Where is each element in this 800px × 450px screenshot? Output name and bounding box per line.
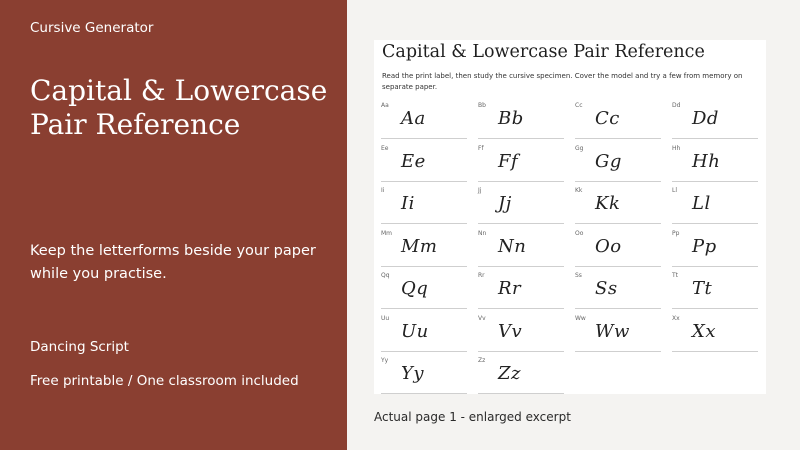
baseline-rule <box>478 223 564 224</box>
baseline-rule <box>672 266 758 267</box>
baseline-rule <box>575 351 661 352</box>
baseline-rule <box>381 266 467 267</box>
letter-pair-z <box>478 355 564 394</box>
cursive-specimen: Oo <box>595 235 622 257</box>
cursive-specimen: Mm <box>401 235 438 257</box>
cursive-specimen: Ll <box>692 193 711 214</box>
print-label: Gg <box>575 144 584 152</box>
baseline-rule <box>478 393 564 394</box>
license-text: Free printable / One classroom included <box>30 373 299 389</box>
cursive-specimen: Ff <box>498 150 519 172</box>
print-label: Yy <box>381 357 389 364</box>
cursive-specimen: Rr <box>498 278 522 299</box>
brand-name: Cursive Generator <box>30 20 154 36</box>
print-label: Ll <box>672 187 678 194</box>
baseline-rule <box>575 223 661 224</box>
print-label: Ff <box>478 144 484 152</box>
print-label: Rr <box>478 272 485 279</box>
letter-pair-w <box>575 313 661 355</box>
baseline-rule <box>381 223 467 224</box>
print-label: Dd <box>672 102 681 109</box>
letter-pair-t <box>672 270 758 312</box>
cursive-specimen: Tt <box>692 278 713 299</box>
letter-pair-x <box>672 313 758 355</box>
baseline-rule <box>575 308 661 309</box>
letter-pair-v <box>478 313 564 355</box>
print-label: Ee <box>381 144 389 152</box>
letter-pair-a <box>381 100 467 142</box>
baseline-rule <box>672 351 758 352</box>
page-title: Capital & Lowercase Pair Reference <box>30 74 328 141</box>
baseline-rule <box>672 138 758 139</box>
print-label: Mm <box>381 229 393 237</box>
worksheet-instructions: Read the print label, then study the cursive specimen. Cover the model and try a few from memory on separate paper. <box>382 72 743 91</box>
worksheet-preview <box>374 40 766 394</box>
letter-pair-q <box>381 270 467 312</box>
print-label: Qq <box>381 272 390 279</box>
letter-pair-d <box>672 100 758 142</box>
baseline-rule <box>381 351 467 352</box>
baseline-rule <box>575 138 661 139</box>
cursive-specimen: Yy <box>401 363 425 384</box>
baseline-rule <box>672 223 758 224</box>
cursive-specimen: Bb <box>498 108 524 129</box>
letter-pair-j <box>478 185 564 227</box>
baseline-rule <box>672 308 758 309</box>
print-label: Tt <box>672 272 679 279</box>
print-label: Jj <box>478 187 482 194</box>
cursive-specimen: Ss <box>595 278 618 299</box>
cursive-specimen: Qq <box>401 278 429 299</box>
baseline-rule <box>478 308 564 309</box>
letter-pair-n <box>478 228 564 270</box>
print-label: Xx <box>672 314 680 322</box>
print-label: Kk <box>575 187 583 194</box>
cursive-specimen: Nn <box>498 235 527 257</box>
cursive-specimen: Xx <box>692 320 716 342</box>
letter-pair-k <box>575 185 661 227</box>
print-label: Vv <box>478 314 486 322</box>
print-label: Ww <box>575 314 586 322</box>
baseline-rule <box>478 351 564 352</box>
print-label: Hh <box>672 144 681 152</box>
letter-pair-m <box>381 228 467 270</box>
cursive-specimen: Ww <box>595 320 630 342</box>
letter-pair-h <box>672 143 758 185</box>
baseline-rule <box>381 393 467 394</box>
letter-pair-g <box>575 143 661 185</box>
baseline-rule <box>381 181 467 182</box>
print-label: Aa <box>381 102 389 109</box>
letter-pair-p <box>672 228 758 270</box>
letter-pair-i <box>381 185 467 227</box>
cursive-specimen: Cc <box>595 108 620 129</box>
print-label: Uu <box>381 314 390 322</box>
print-label: Ii <box>381 187 385 194</box>
print-label: Cc <box>575 102 583 109</box>
cursive-specimen: Aa <box>401 108 426 129</box>
print-label: Ss <box>575 272 582 279</box>
baseline-rule <box>575 181 661 182</box>
cursive-specimen: Ii <box>401 193 415 214</box>
letter-pair-o <box>575 228 661 270</box>
print-label: Pp <box>672 229 680 237</box>
worksheet-title: Capital & Lowercase Pair Reference <box>382 42 705 62</box>
font-name: Dancing Script <box>30 339 129 355</box>
print-label: Nn <box>478 229 487 237</box>
baseline-rule <box>575 266 661 267</box>
left-panel <box>0 0 347 450</box>
print-label: Zz <box>478 357 486 364</box>
cursive-specimen: Gg <box>595 150 622 172</box>
letter-pair-u <box>381 313 467 355</box>
preview-caption: Actual page 1 - enlarged excerpt <box>374 410 571 424</box>
tagline: Keep the letterforms beside your paper while you practise. <box>30 243 316 282</box>
letter-pair-b <box>478 100 564 142</box>
cursive-specimen: Hh <box>692 150 721 172</box>
baseline-rule <box>672 181 758 182</box>
letter-pair-c <box>575 100 661 142</box>
cursive-specimen: Dd <box>692 108 719 129</box>
letter-pair-s <box>575 270 661 312</box>
baseline-rule <box>381 138 467 139</box>
cursive-specimen: Ee <box>401 150 426 172</box>
cursive-specimen: Jj <box>498 193 512 214</box>
cursive-specimen: Vv <box>498 320 523 342</box>
baseline-rule <box>478 138 564 139</box>
letter-pair-e <box>381 143 467 185</box>
baseline-rule <box>478 266 564 267</box>
print-label: Bb <box>478 102 486 109</box>
letter-pair-r <box>478 270 564 312</box>
cursive-specimen: Pp <box>692 235 717 257</box>
letter-pair-f <box>478 143 564 185</box>
cursive-specimen: Uu <box>401 320 429 342</box>
baseline-rule <box>381 308 467 309</box>
letter-pair-y <box>381 355 467 394</box>
print-label: Oo <box>575 229 584 237</box>
baseline-rule <box>478 181 564 182</box>
letter-pair-l <box>672 185 758 227</box>
cursive-specimen: Zz <box>498 363 521 384</box>
cursive-specimen: Kk <box>595 193 621 214</box>
